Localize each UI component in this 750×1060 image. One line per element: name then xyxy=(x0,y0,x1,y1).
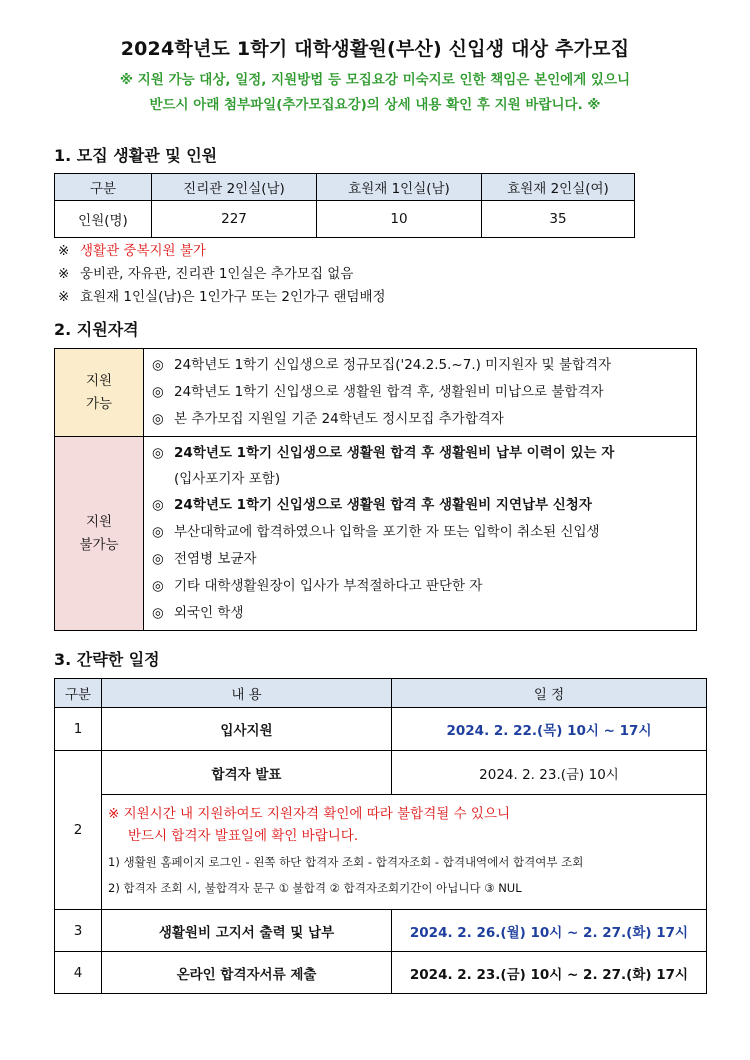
item-text: 부산대학교에 합격하였으나 입학을 포기한 자 또는 입학이 취소된 신입생 xyxy=(174,524,600,540)
list-item xyxy=(152,406,690,433)
item-text: 전염병 보균자 xyxy=(174,551,257,567)
label-text: 지원 xyxy=(85,513,113,530)
table-cell: 10 xyxy=(317,201,482,238)
table-header-row xyxy=(55,174,635,201)
section1-notes xyxy=(58,240,386,309)
item-text: 24학년도 1학기 신입생으로 생활원 합격 후, 생활원비 미납으로 불합격자 xyxy=(174,384,604,400)
table-cell: 2 xyxy=(55,751,102,910)
note-text: 효원재 1인실(남)은 1인가구 또는 2인가구 랜덤배정 xyxy=(80,289,386,305)
note-mark: ※ xyxy=(58,266,70,282)
table-row xyxy=(55,708,707,751)
table-cell: 227 xyxy=(152,201,317,238)
table-header-row xyxy=(55,679,707,708)
table-cell: 인원(명) xyxy=(55,201,152,238)
table-row xyxy=(55,952,707,994)
guide-note: 2) 합격자 조회 시, 불합격자 문구 ① 불합격 ② 합격자조회기간이 아닙니다 ③ NUL xyxy=(108,881,522,895)
notice-line-1: ※ 지원 가능 대상, 일정, 지원방법 등 모집요강 미숙지로 인한 책임은 본인에게 있으니 xyxy=(119,72,631,88)
table-header: 구분 xyxy=(55,679,102,708)
list-item xyxy=(152,352,690,379)
list-item xyxy=(152,546,690,573)
bullet-icon: ◎ xyxy=(152,578,164,594)
table-header: 내 용 xyxy=(102,679,392,708)
notice-line-2: 반드시 아래 첨부파일(추가모집요강)의 상세 내용 확인 후 지원 바랍니다. ※ xyxy=(149,97,601,113)
note-mark: ※ xyxy=(58,289,70,305)
table-cell: 2024. 2. 22.(목) 10시 ~ 17시 xyxy=(392,708,707,751)
item-text: 24학년도 1학기 신입생으로 생활원 합격 후 생활원비 지연납부 신청자 xyxy=(174,497,592,513)
section3-heading: 3. 간략한 일정 xyxy=(54,650,160,669)
label-text: 가능 xyxy=(85,395,113,412)
list-item xyxy=(152,519,690,546)
warning-text: 반드시 합격자 발표일에 확인 바랍니다. xyxy=(128,828,359,844)
bullet-icon: ◎ xyxy=(152,445,164,461)
table-cell: 3 xyxy=(55,910,102,952)
warning-note xyxy=(108,803,700,847)
section2-heading: 2. 지원자격 xyxy=(54,320,139,339)
table-row xyxy=(55,751,707,795)
recruitment-table xyxy=(54,173,635,238)
bullet-icon: ◎ xyxy=(152,357,164,373)
bullet-icon: ◎ xyxy=(152,524,164,540)
bullet-icon: ◎ xyxy=(152,384,164,400)
eligible-label xyxy=(55,349,144,437)
label-text: 지원 xyxy=(85,372,113,389)
table-cell: 생활원비 고지서 출력 및 납부 xyxy=(102,910,392,952)
table-row xyxy=(55,910,707,952)
table-cell: 합격자 발표 xyxy=(102,751,392,795)
table-cell: 1 xyxy=(55,708,102,751)
note-text: 웅비관, 자유관, 진리관 1인실은 추가모집 없음 xyxy=(80,266,354,282)
ineligible-items xyxy=(144,437,697,631)
schedule-table xyxy=(54,678,707,994)
item-text: 24학년도 1학기 신입생으로 생활원 합격 후 생활원비 납부 이력이 있는 자 xyxy=(174,445,615,461)
list-item xyxy=(152,600,690,627)
ineligible-row xyxy=(55,437,697,631)
table-cell: 2024. 2. 23.(금) 10시 xyxy=(392,751,707,795)
eligibility-table xyxy=(54,348,697,631)
bullet-icon: ◎ xyxy=(152,551,164,567)
item-text: 기타 대학생활원장이 입사가 부적절하다고 판단한 자 xyxy=(174,578,483,594)
ineligible-label xyxy=(55,437,144,631)
note-text: 생활관 중복지원 불가 xyxy=(80,243,206,259)
table-cell: 입사지원 xyxy=(102,708,392,751)
eligible-items xyxy=(144,349,697,437)
table-cell: 4 xyxy=(55,952,102,994)
table-cell xyxy=(102,795,707,910)
list-item xyxy=(152,379,690,406)
item-subtext: (입사포기자 포함) xyxy=(174,471,281,487)
note-item xyxy=(58,240,386,263)
guide-note: 1) 생활원 홈페이지 로그인 - 왼쪽 하단 합격자 조회 - 합격자조회 - 합격내역에서 합격여부 조회 xyxy=(108,855,584,869)
list-item xyxy=(152,440,690,492)
table-header: 구분 xyxy=(55,174,152,201)
bullet-icon: ◎ xyxy=(152,605,164,621)
table-header: 효원재 1인실(남) xyxy=(317,174,482,201)
bullet-icon: ◎ xyxy=(152,497,164,513)
table-header: 일 정 xyxy=(392,679,707,708)
table-row xyxy=(55,201,635,238)
note-mark: ※ xyxy=(58,243,70,259)
item-text: 외국인 학생 xyxy=(174,605,244,621)
list-item xyxy=(152,492,690,519)
item-text: 본 추가모집 지원일 기준 24학년도 정시모집 추가합격자 xyxy=(174,411,504,427)
page-title: 2024학년도 1학기 대학생활원(부산) 신입생 대상 추가모집 xyxy=(120,38,630,60)
table-cell: 2024. 2. 23.(금) 10시 ~ 2. 27.(화) 17시 xyxy=(392,952,707,994)
label-text: 불가능 xyxy=(79,536,119,553)
table-row xyxy=(55,795,707,910)
section1-heading: 1. 모집 생활관 및 인원 xyxy=(54,146,218,165)
warning-text: ※ 지원시간 내 지원하여도 지원자격 확인에 따라 불합격될 수 있으니 xyxy=(108,806,511,822)
list-item xyxy=(152,573,690,600)
table-cell: 35 xyxy=(482,201,635,238)
item-text: 24학년도 1학기 신입생으로 정규모집('24.2.5.~7.) 미지원자 및 불합격자 xyxy=(174,357,612,373)
bullet-icon: ◎ xyxy=(152,411,164,427)
table-cell: 2024. 2. 26.(월) 10시 ~ 2. 27.(화) 17시 xyxy=(392,910,707,952)
eligible-row xyxy=(55,349,697,437)
table-cell: 온라인 합격자서류 제출 xyxy=(102,952,392,994)
table-header: 진리관 2인실(남) xyxy=(152,174,317,201)
note-item xyxy=(58,286,386,309)
note-item xyxy=(58,263,386,286)
table-header: 효원재 2인실(여) xyxy=(482,174,635,201)
